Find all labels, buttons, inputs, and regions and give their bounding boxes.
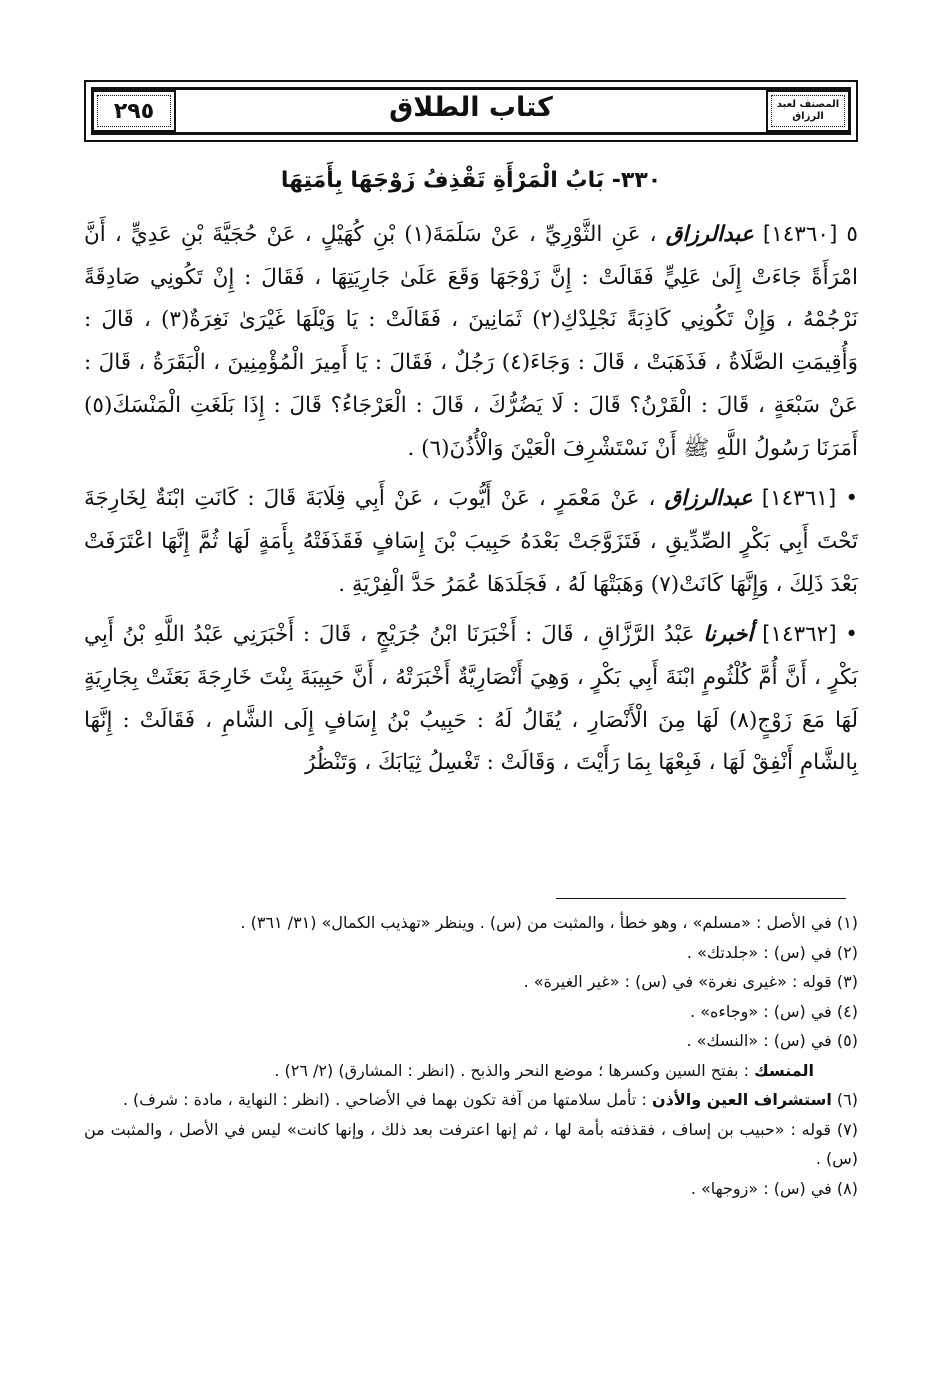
hadith-ref-word: أخبرنا bbox=[703, 622, 754, 648]
hadith-number: [١٤٣٦٠] bbox=[762, 222, 838, 247]
hadith-text: عَبْدُ الرَّزَّاقِ ، قَالَ : أَخْبَرَنَا ابْنُ جُرَيْجٍ ، قَالَ : أَخْبَرَنِي عَبْدُ اللَّهِ بْنُ أَبِي بَكْرٍ ، أَنَّ أُمَّ كُلْثُومٍ ابْنَةَ أَبِي بَكْرٍ ، وَهِيَ أَنْصَارِيَّةٌ أَخْبَرَتْهُ ، أَنَّ حَبِيبَةَ بِنْتَ خَارِجَةَ بَعَثَتْ بِجَارِيَةٍ لَهَا مَعَ زَوْجٍ(٨) لَهَا مِنَ الْأَنْصَارِ ، يُقَالُ لَهُ : حَبِيبُ بْنُ إِسَافٍ إِلَى الشَّامِ ، فَقَالَتْ : إِنَّهَا بِالشَّامِ أَنْفِقْ لَهَا ، فَبِعْهَا بِمَا رَأَيْتَ ، وَقَالَتْ : تَغْسِلُ ثِيَابَكَ ، وَتَنْظُرُ bbox=[84, 622, 858, 776]
footnote-term: المنسك bbox=[754, 1060, 814, 1080]
footnote bbox=[84, 997, 858, 1027]
footnote-text: في (س) : «النسك» . bbox=[686, 1031, 832, 1050]
footnote-label: (٢) bbox=[836, 942, 858, 962]
footnote-text: في (س) : «زوجها» . bbox=[690, 1178, 832, 1198]
footnote bbox=[84, 1174, 858, 1204]
footnote-label: (٣) bbox=[836, 972, 858, 991]
footnote-text: في (س) : «وجاءه» . bbox=[690, 1001, 832, 1021]
footnote bbox=[84, 967, 858, 997]
chapter-title: ٣٣٠- بَابُ الْمَرْأَةِ تَقْذِفُ زَوْجَهَا بِأَمَتِهَا bbox=[280, 168, 662, 193]
footnote-divider bbox=[556, 898, 846, 899]
footnote bbox=[84, 1115, 858, 1174]
page-number-box bbox=[92, 90, 176, 132]
brand-logo-box bbox=[766, 90, 850, 132]
footnote-text: قوله : «غيرى نغرة» في (س) : «غير الغيرة» . bbox=[523, 972, 832, 991]
hadith-paragraph bbox=[84, 214, 858, 470]
footnote bbox=[84, 1056, 858, 1086]
header-rule-top bbox=[92, 88, 850, 90]
footnote bbox=[84, 1085, 858, 1115]
footnotes bbox=[84, 908, 858, 1203]
hadith-marker: ٥ bbox=[846, 222, 858, 247]
footnote-term: استشراف العين والأذن bbox=[651, 1090, 832, 1109]
hadith-text: ، عَنِ الثَّوْرِيِّ ، عَنْ سَلَمَةَ(١) بْنِ كُهَيْلٍ ، عَنْ حُجَيَّةَ بْنِ عَدِيٍّ ، أَنَّ امْرَأَةً جَاءَتْ إِلَىٰ عَلِيٍّ فَقَالَتْ : إِنَّ زَوْجَهَا وَقَعَ عَلَىٰ جَارِيَتِهَا ، فَقَالَ : إِنْ تَكُونِي صَادِقَةً نَرْجُمْهُ ، وَإِنْ تَكُونِي كَاذِبَةً نَجْلِدْكِ(٢) ثَمَانِينَ ، فَقَالَتْ : يَا وَيْلَهَا غَيْرَىٰ نَغِرَةٌ(٣) ، قَالَ : وَأُقِيمَتِ الصَّلَاةُ ، فَذَهَبَتْ ، قَالَ : وَجَاءَ(٤) رَجُلٌ ، فَقَالَ : يَا أَمِيرَ الْمُؤْمِنِينَ ، الْبَقَرَةُ ، قَالَ : عَنْ سَبْعَةٍ ، قَالَ : الْقَرْنُ؟ قَالَ : لَا يَضُرُّكَ ، قَالَ : الْعَرْجَاءُ؟ قَالَ : إِذَا بَلَغَتِ الْمَنْسَكَ(٥) أَمَرَنَا رَسُولُ اللَّهِ ﷺ أَنْ نَسْتَشْرِفَ الْعَيْنَ وَالْأُذُنَ(٦) . bbox=[84, 222, 858, 461]
main-text bbox=[84, 214, 858, 793]
book-title: كتاب الطلاق bbox=[389, 92, 553, 123]
hadith-marker: • bbox=[845, 486, 859, 512]
brand-logo: المصنف لعبد الرزاق bbox=[776, 99, 840, 122]
hadith-text: ، عَنْ مَعْمَرٍ ، عَنْ أَيُّوبَ ، عَنْ أَبِي قِلَابَةَ قَالَ : كَانَتِ ابْنَةٌ لِخَارِجَةَ تَحْتَ أَبِي بَكْرٍ الصِّدِّيقِ ، فَتَزَوَّجَتْ بَعْدَهُ حَبِيبَ بْنَ إِسَافٍ فَقَذَفَتْهُ بِأَمَةٍ لَهَا ثُمَّ إِنَّهَا اعْتَرَفَتْ بَعْدَ ذَلِكَ ، وَإِنَّهَا كَانَتْ(٧) وَهَبَتْهَا لَهُ ، فَجَلَدَهَا عُمَرُ حَدَّ الْفِرْيَةِ . bbox=[84, 486, 858, 597]
hadith-number: [١٤٣٦٢] bbox=[762, 622, 837, 648]
footnote-text: : بفتح السين وكسرها ؛ موضع النحر والذبح . (انظر : المشارق) (٢/ ٢٦) . bbox=[274, 1060, 749, 1080]
footnote-label: (٥) bbox=[836, 1031, 858, 1050]
footnote bbox=[84, 1026, 858, 1056]
footnote-label: (٨) bbox=[836, 1178, 858, 1198]
page-number: ٢٩٥ bbox=[113, 98, 155, 124]
footnote-label: (٤) bbox=[836, 1001, 858, 1021]
hadith-ref-word: عبدالرزاق bbox=[665, 222, 754, 247]
footnote bbox=[84, 938, 858, 968]
header-rule-bottom bbox=[92, 132, 850, 134]
hadith-number: [١٤٣٦١] bbox=[761, 486, 837, 512]
page-header bbox=[84, 80, 858, 142]
hadith-ref-word: عبدالرزاق bbox=[664, 486, 753, 512]
footnote bbox=[84, 908, 858, 938]
footnote-text: في (س) : «جلدتك» . bbox=[686, 942, 832, 962]
hadith-marker: • bbox=[845, 622, 858, 648]
hadith-paragraph bbox=[84, 478, 858, 606]
hadith-paragraph bbox=[84, 614, 858, 785]
footnote-text: في الأصل : «مسلم» ، وهو خطأ ، والمثبت من (س) . وينظر «تهذيب الكمال» (٣١/ ٣٦١) . bbox=[240, 913, 832, 932]
footnote-label: (١) bbox=[836, 913, 858, 932]
footnote-text: : تأمل سلامتها من آفة تكون بهما في الأضاحي . (انظر : النهاية ، مادة : شرف) . bbox=[122, 1090, 647, 1109]
footnote-text: قوله : «حبيب بن إساف ، فقذفته بأمة لها ، ثم إنها اعترفت بعد ذلك ، وإنها كانت» ليس في الأصل ، والمثبت من (س) . bbox=[84, 1119, 858, 1168]
footnote-label: (٧) bbox=[836, 1119, 858, 1139]
footnote-label: (٦) bbox=[836, 1090, 858, 1109]
